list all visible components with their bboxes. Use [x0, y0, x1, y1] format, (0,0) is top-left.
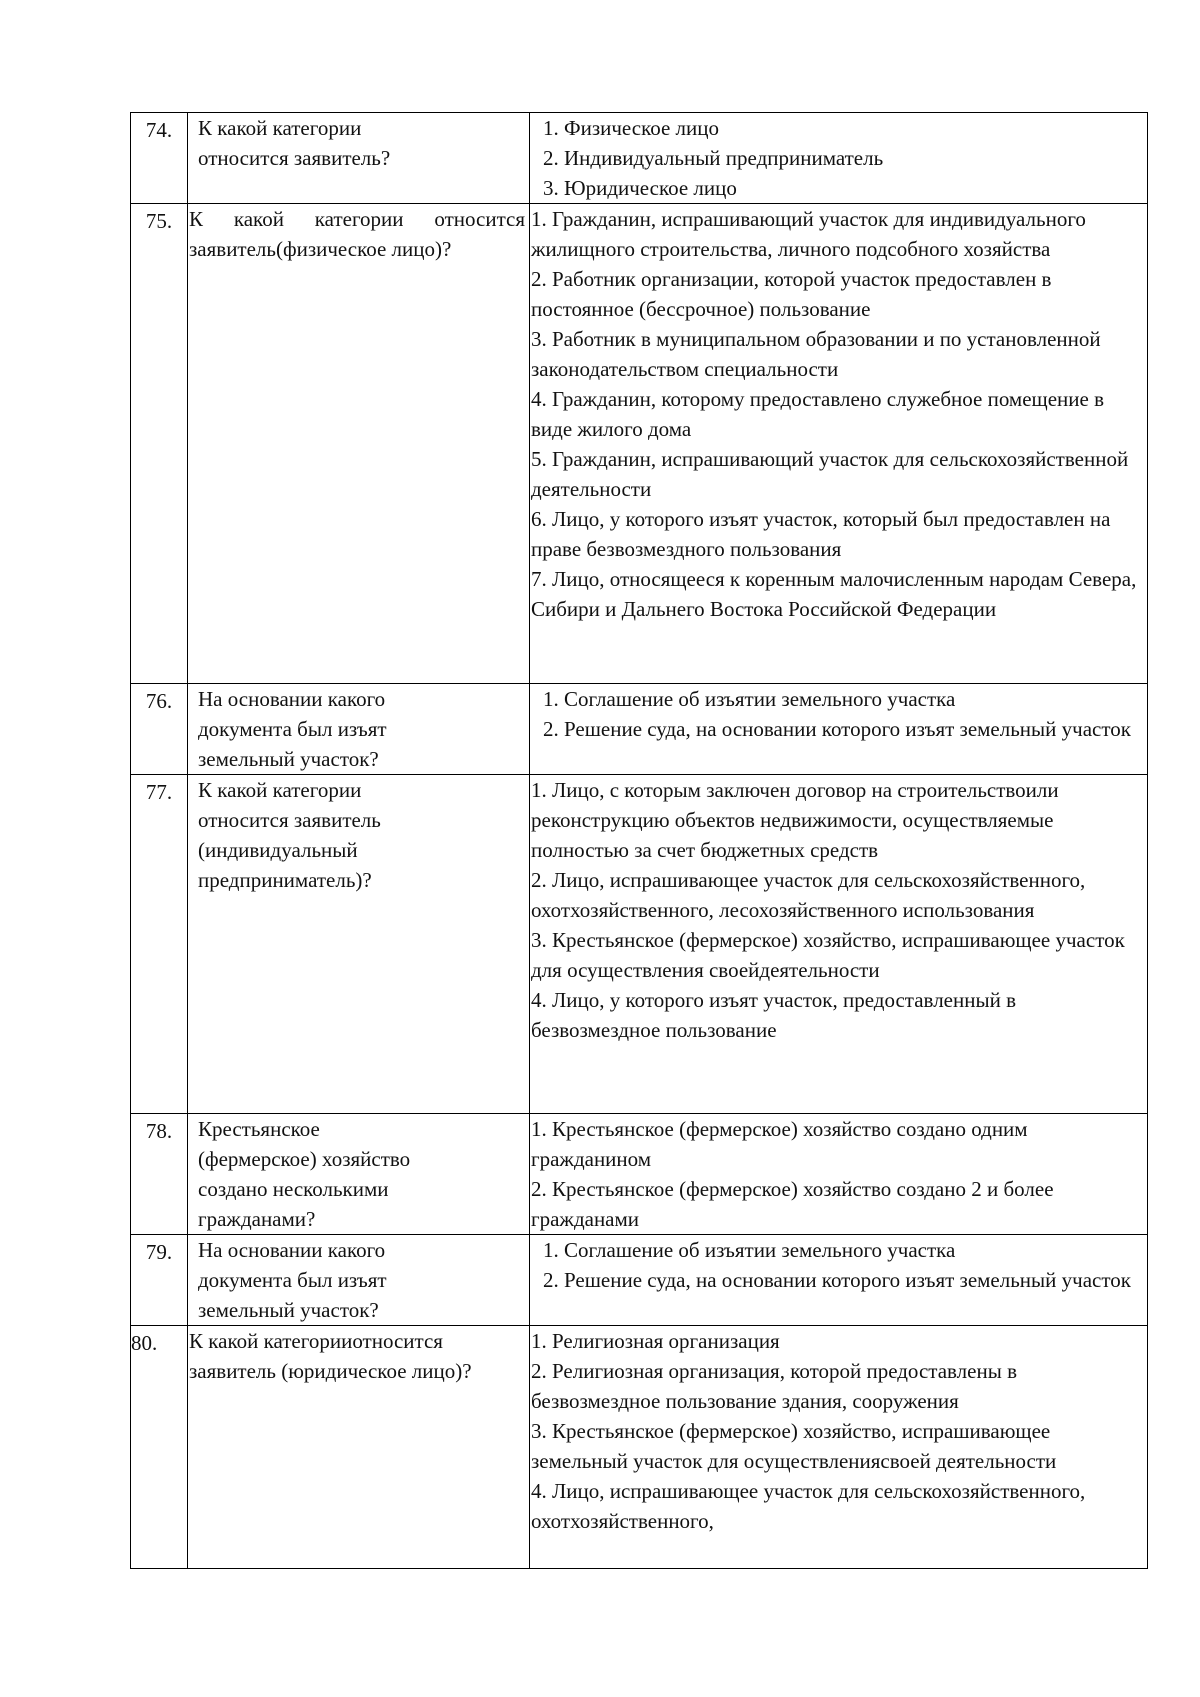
row-number: 74.: [131, 113, 188, 204]
answer-option: 2. Решение суда, на основании которого изъят земельный участок: [543, 1268, 1131, 1292]
answer-option: 3. Юридическое лицо: [543, 176, 737, 200]
answer-option: 4. Лицо, испрашивающее участок для сельскохозяйственного, охотхозяйственного,: [531, 1479, 1086, 1533]
answer-option: 1. Физическое лицо: [543, 116, 720, 140]
table-row: [131, 1326, 1148, 1569]
question-cell: [188, 1326, 530, 1569]
question-line: создано несколькими: [198, 1177, 389, 1201]
table-row: [131, 775, 1148, 1114]
answer-option: 2. Лицо, испрашивающее участок для сельскохозяйственного, охотхозяйственного, лесохозяйственного использования: [531, 868, 1086, 922]
answer-option: 1. Соглашение об изъятии земельного участка: [543, 687, 956, 711]
answer-option: 3. Крестьянское (фермерское) хозяйство, испрашивающее участок для осуществления своейдеятельности: [531, 928, 1125, 982]
question-line: относится заявитель: [198, 808, 381, 832]
answer-option: 6. Лицо, у которого изъят участок, который был предоставлен на праве безвозмездного пользования: [531, 507, 1111, 561]
answer-cell: [530, 684, 1148, 775]
answer-option: 1. Гражданин, испрашивающий участок для индивидуального жилищного строительства, личного подсобного хозяйства: [531, 207, 1086, 261]
question-line: (индивидуальный: [198, 838, 358, 862]
row-number: 79.: [131, 1235, 188, 1326]
answer-option: 5. Гражданин, испрашивающий участок для сельскохозяйственной деятельности: [531, 447, 1129, 501]
answer-option: 3. Работник в муниципальном образовании и по установленной законодательством специальности: [531, 327, 1101, 381]
row-number: 75.: [131, 204, 188, 684]
answer-option: 7. Лицо, относящееся к коренным малочисленным народам Севера, Сибири и Дальнего Востока Российской Федерации: [531, 567, 1137, 621]
questions-table: [130, 112, 1148, 1569]
question-line: земельный участок?: [198, 747, 379, 771]
question-line: предприниматель)?: [198, 868, 372, 892]
answer-option: 1. Крестьянское (фермерское) хозяйство создано одним гражданином: [531, 1117, 1028, 1171]
answer-option: 2. Религиозная организация, которой предоставлены в безвозмездное пользование здания, сооружения: [531, 1359, 1017, 1413]
question-cell: [188, 204, 530, 684]
table-row: [131, 1235, 1148, 1326]
answer-option: 2. Крестьянское (фермерское) хозяйство создано 2 и более гражданами: [531, 1177, 1054, 1231]
row-number: 78.: [131, 1114, 188, 1235]
table-row: [131, 204, 1148, 684]
question-cell: [188, 1114, 530, 1235]
question-line: К какой категории относится: [189, 207, 525, 231]
answer-cell: [530, 775, 1148, 1114]
question-line: К какой категорииотносится: [189, 1329, 443, 1353]
question-cell: [188, 113, 530, 204]
table-row: [131, 684, 1148, 775]
question-line: заявитель (юридическое лицо)?: [189, 1359, 472, 1383]
question-line: К какой категории: [198, 778, 362, 802]
answer-option: 4. Лицо, у которого изъят участок, предоставленный в безвозмездное пользование: [531, 988, 1016, 1042]
answer-option: 1. Религиозная организация: [531, 1329, 780, 1353]
answer-cell: [530, 1114, 1148, 1235]
answer-option: 3. Крестьянское (фермерское) хозяйство, испрашивающее земельный участок для осуществлениясвоей деятельности: [531, 1419, 1057, 1473]
table-row: [131, 1114, 1148, 1235]
question-cell: [188, 775, 530, 1114]
question-line: земельный участок?: [198, 1298, 379, 1322]
row-number: 76.: [131, 684, 188, 775]
answer-option: 1. Лицо, с которым заключен договор на строительствоили реконструкцию объектов недвижимости, осуществляемые полностью за счет бюджетных средств: [531, 778, 1059, 862]
answer-option: 2. Индивидуальный предприниматель: [543, 146, 884, 170]
answer-cell: [530, 204, 1148, 684]
question-line: относится заявитель?: [198, 146, 391, 170]
question-line: документа был изъят: [198, 1268, 387, 1292]
answer-option: 2. Работник организации, которой участок предоставлен в постоянное (бессрочное) пользование: [531, 267, 1052, 321]
question-line: гражданами?: [198, 1207, 316, 1231]
question-line: К какой категории: [198, 116, 362, 140]
row-number: 77.: [131, 775, 188, 1114]
row-number: 80.: [131, 1326, 188, 1569]
answer-option: 2. Решение суда, на основании которого изъят земельный участок: [543, 717, 1131, 741]
question-cell: [188, 1235, 530, 1326]
question-line: На основании какого: [198, 687, 386, 711]
question-line: заявитель(физическое лицо)?: [189, 237, 452, 261]
question-line: документа был изъят: [198, 717, 387, 741]
answer-cell: [530, 1235, 1148, 1326]
question-line: (фермерское) хозяйство: [198, 1147, 411, 1171]
question-line: Крестьянское: [198, 1117, 320, 1141]
answer-cell: [530, 1326, 1148, 1569]
question-line: На основании какого: [198, 1238, 386, 1262]
table-row: [131, 113, 1148, 204]
question-cell: [188, 684, 530, 775]
answer-option: 1. Соглашение об изъятии земельного участка: [543, 1238, 956, 1262]
answer-option: 4. Гражданин, которому предоставлено служебное помещение в виде жилого дома: [531, 387, 1104, 441]
answer-cell: [530, 113, 1148, 204]
